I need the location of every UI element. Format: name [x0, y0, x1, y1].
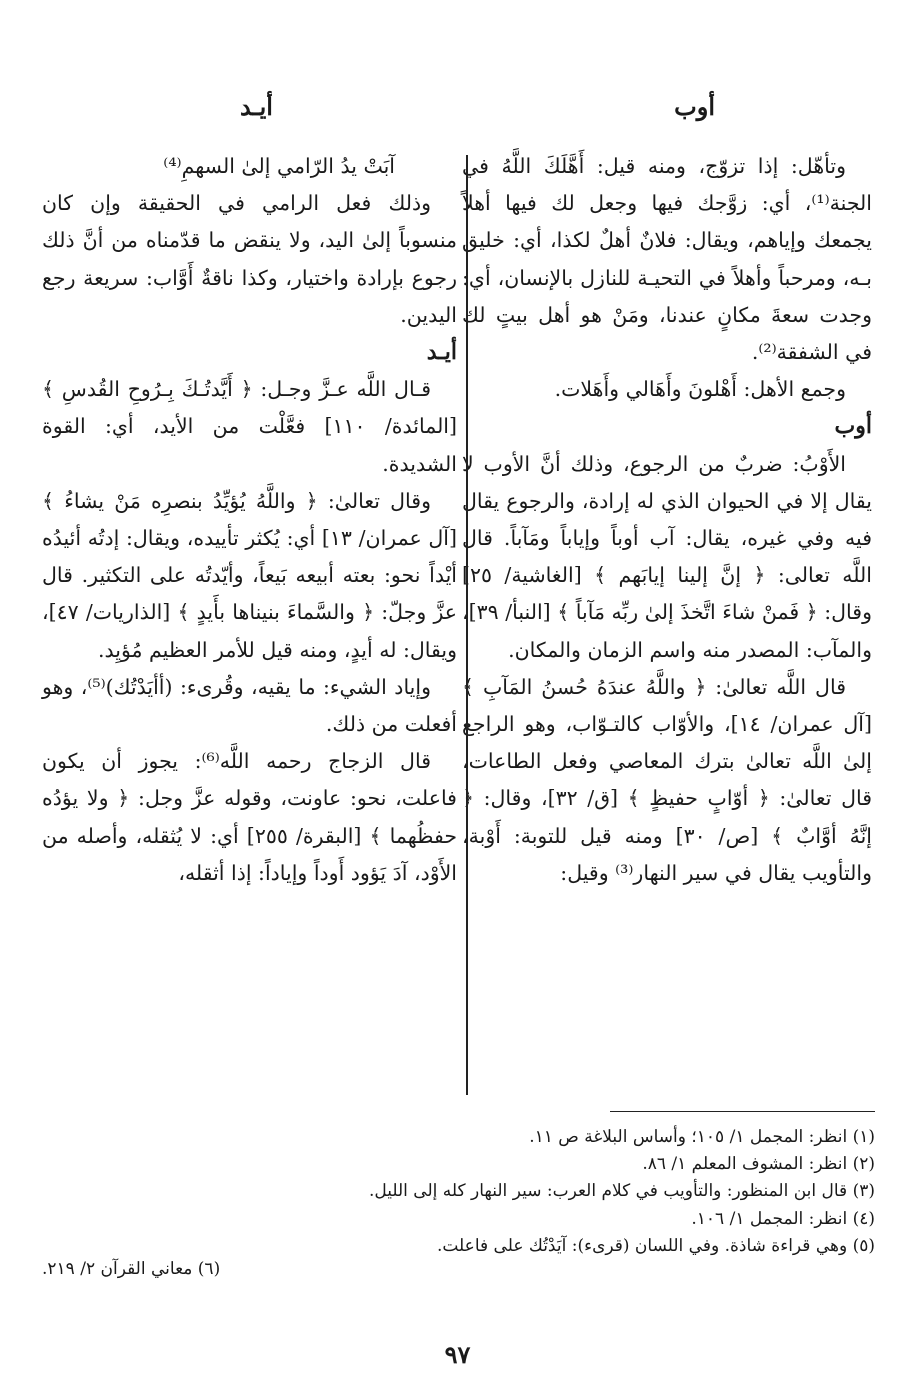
- footnote-rule: [610, 1111, 875, 1112]
- entry-heading: أيـد: [426, 339, 457, 366]
- running-head-left: أيـد: [240, 92, 273, 121]
- paragraph: وجمع الأهل: أَهْلونَ وأَهَالي وأَهَلات.: [554, 377, 846, 402]
- running-head-right: أوب: [674, 92, 715, 121]
- paragraph: وإياد الشيء: ما يقيه، وقُرىء: (أأيَدْتُك)⁽⁵⁾، وهو أفعلت من ذلك.: [42, 674, 457, 737]
- footnote-6: (٦) معاني القرآن ٢/ ٢١٩.: [42, 1259, 221, 1279]
- paragraph: الأَوْبُ: ضربٌ من الرجوع، وذلك أنَّ الأوب لا يقال إلا في الحيوان الذي له إرادة، والرجوع يقال فيه وفي غيره، يقال: آب أوباً وإياباً ومَآباً. قال اللَّه تعالى: ﴿ إنَّ إلينا إيابَهم ﴾ [الغاشية/ ٢٥] وقال: ﴿ فَمنْ شاءَ اتَّخذَ إلىٰ ربِّه مَآباً ﴾ [النبأ/ ٣٩]، والمآب: المصدر منه واسم الزمان والمكان.: [462, 451, 872, 662]
- paragraph: قـال اللَّه عـزَّ وجـل: ﴿ أَيَّدتُـكَ بِـرُوحِ القُدسِ ﴾ [المائدة/ ١١٠] فعَّلْت من الأيد، أي: القوة الشديدة.: [42, 377, 458, 476]
- footnotes: [45, 1124, 875, 1260]
- paragraph: وقال تعالىٰ: ﴿ واللَّهُ يُؤيِّدُ بنصرِه مَنْ يشاءُ ﴾ [آل عمران/ ١٣] أي: يُكثر تأييده، ويقال: إدتُه أئيدُه أيْداً نحو: بعته أبيعه بَيعاً، وأيّدتُه على التكثير. قال عزَّ وجلّ: ﴿ والسَّماءَ بنيناها بأَيدٍ ﴾ [الذاريات/ ٤٧]، ويقال: له أيدٍ، ومنه قيل للأمر العظيم مُؤيِد.: [42, 488, 457, 662]
- page-number: ٩٧: [444, 1340, 471, 1369]
- paragraph: قال الزجاج رحمه اللَّه⁽⁶⁾: يجوز أن يكون فاعلت، نحو: عاونت، وقوله عزَّ وجل: ﴿ ولا يؤدُه حفظُهما ﴾ [البقرة/ ٢٥٥] أي: لا يُثقله، وأصله من الأَوْد، آدَ يَؤود أَوداً وإياداً: إذا أثقله،: [42, 749, 457, 885]
- footnote: (٢) انظر: المشوف المعلم ١/ ٨٦.: [642, 1154, 875, 1175]
- paragraph: وذلك فعل الرامي في الحقيقة وإن كان منسوباً إلىٰ اليد، ولا ينقض ما قدّمناه من أنَّ ذلك رجوع بإرادة واختيار، وكذا ناقةٌ أَوَّاب: سريعة رجع اليدين.: [42, 191, 457, 327]
- footnote: (٣) قال ابن المنظور: والتأويب في كلام العرب: سير النهار كله إلى الليل.: [368, 1181, 875, 1202]
- entry-heading: أوب: [834, 413, 872, 440]
- footnote: (٥) وهي قراءة شاذة. وفي اللسان (قرىء): آيَدْتُك على فاعلت.: [436, 1235, 875, 1256]
- column-divider: [466, 155, 468, 1095]
- right-column: [462, 148, 872, 892]
- paragraph: وتأهّل: إذا تزوّج، ومنه قيل: أَهَّلَكَ اللَّهُ في الجنة⁽¹⁾، أي: زوَّجك فيها وجعل لك فيها أهلاً يجمعك وإياهم، ويقال: فلانٌ أهلٌ لكذا، أي: خليق بـه، ومرحباً وأهلاً في التحيـة للنازل بالإنسان، أي: وجدت سعةَ مكانٍ عندنا، ومَنْ هو أهل بيتٍ لك في الشفقة⁽²⁾.: [462, 154, 872, 365]
- verse-line: آبَتْ يدُ الرّامي إلىٰ السهمِ⁽⁴⁾: [163, 154, 395, 178]
- footnote: (٤) انظر: المجمل ١/ ١٠٦.: [691, 1208, 875, 1229]
- footnote: (١) انظر: المجمل ١/ ١٠٥؛ وأساس البلاغة ص ١١.: [529, 1127, 875, 1147]
- left-column: [42, 148, 457, 892]
- paragraph: قال اللَّه تعالىٰ: ﴿ واللَّهُ عندَهُ حُسنُ المَآبِ ﴾ [آل عمران/ ١٤]، والأوّاب كالتـوّاب، وهو الراجع إلىٰ اللَّه تعالىٰ بترك المعاصي وفعل الطاعات، قال تعالىٰ: ﴿ أوّابٍ حفيظٍ ﴾ [ق/ ٣٢]، وقال: ﴿ إنَّهُ أوَّابٌ ﴾ [ص/ ٣٠] ومنه قيل للتوبة: أَوْبة، والتأويب يقال في سير النهار⁽³⁾ وقيل:: [462, 674, 873, 885]
